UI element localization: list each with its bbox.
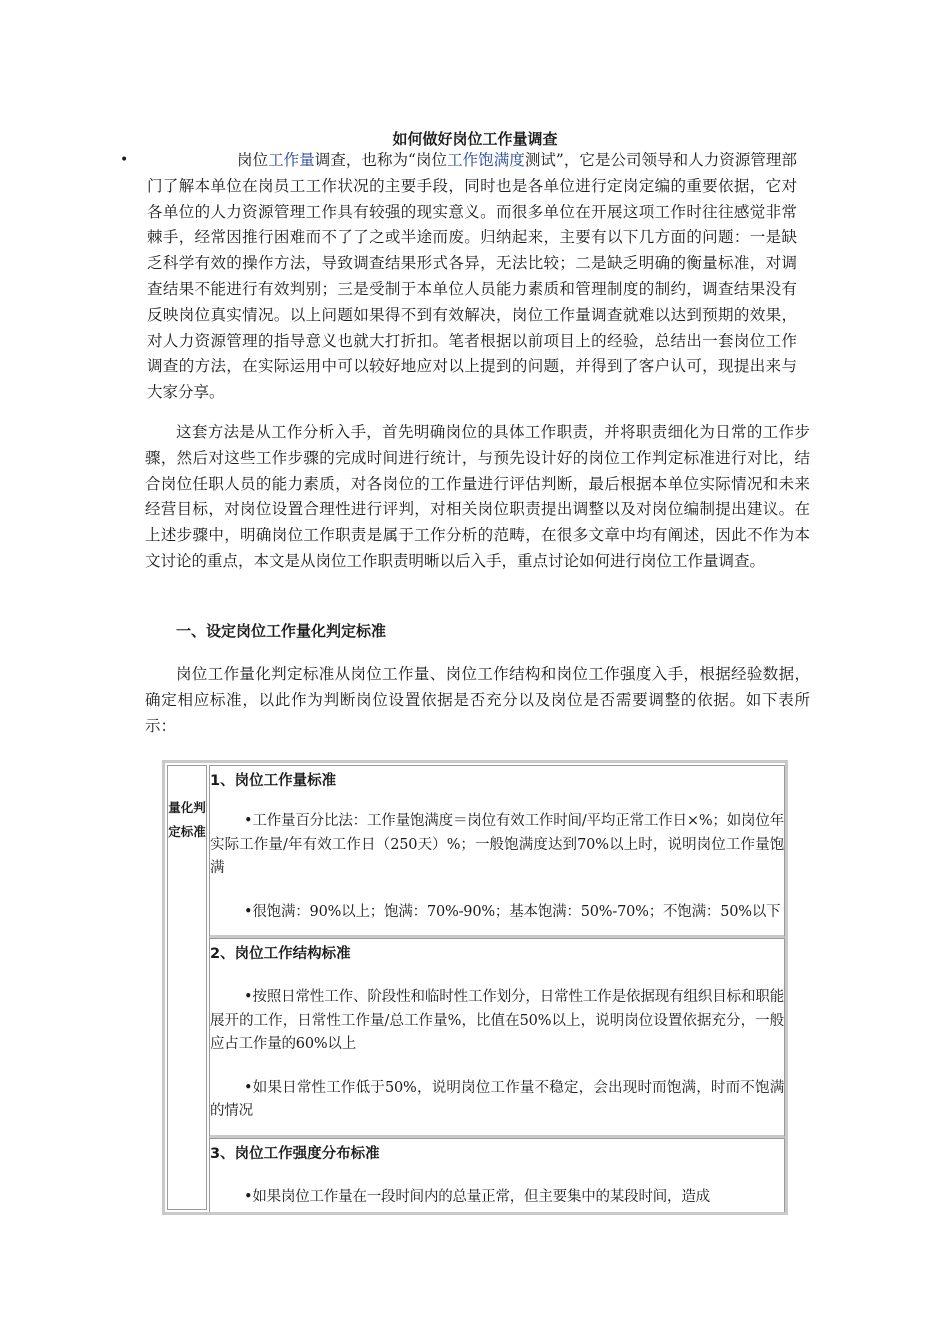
table-row-label: [167, 765, 207, 1210]
intro-text-1: 岗位: [237, 151, 269, 169]
cell-item: •很饱满：90%以上；饱满：70%-90%；基本饱满：50%-70%；不饱满：50%以下: [244, 903, 781, 920]
row-label-line-1: 量化判: [168, 800, 206, 815]
table-cell-intensity: [209, 1138, 785, 1215]
method-paragraph: 这套方法是从工作分析入手，首先明确岗位的具体工作职责，并将职责细化为日常的工作步骤，然后对这些工作步骤的完成时间进行统计，与预先设计好的岗位工作判定标准进行对比，结合岗位任职人员的能力素质，对各岗位的工作量进行评估判断，最后根据本单位实际情况和未来经营目标，对岗位设置合理性进行评判，对相关岗位职责提出调整以及对岗位编制提出建议。在上述步骤中，明确岗位工作职责是属于工作分析的范畴，在很多文章中均有阐述，因此不作为本文讨论的重点，本文是从岗位工作职责明晰以后入手，重点讨论如何进行岗位工作量调查。: [145, 423, 810, 570]
intro-text-3: 测试”，它是公司领导和人力资源管理部门了解本单位在岗员工工作状况的主要手段，同时也是各单位进行定岗定编的重要依据，它对各单位的人力资源管理工作具有较强的现实意义。而很多单位在开展这项工作时往往感觉非常棘手，经常因推行困难而不了了之或半途而废。归纳起来，主要有以下几方面的问题：一是缺乏科学有效的操作方法，导致调查结果形式各异，无法比较；二是缺乏明确的衡量标准，对调查结果不能进行有效判别；三是受制于本单位人员能力素质和管理制度的制约，调查结果没有反映岗位真实情况。以上问题如果得不到有效解决，岗位工作量调查就难以达到预期的效果，对人力资源管理的指导意义也就大打折扣。笔者根据以前项目上的经验，总结出一套岗位工作调查的方法，在实际运用中可以较好地应对以上提到的问题，并得到了客户认可，现提出来与大家分享。: [147, 151, 797, 402]
document-title: 如何做好岗位工作量调查: [392, 130, 558, 148]
row-label-line-2: 定标准: [168, 824, 206, 839]
cell-heading: 3、岗位工作强度分布标准: [210, 1146, 380, 1162]
cell-item: •按照日常性工作、阶段性和临时性工作划分，日常性工作是依据现有组织目标和职能展开的工作，日常性工作量/总工作量%，比值在50%以上，说明岗位设置依据充分，一般应占工作量的60%以上: [210, 989, 784, 1052]
cell-heading: 2、岗位工作结构标准: [210, 946, 351, 962]
table-cell-structure: [209, 938, 785, 1138]
table-cell-workload: [209, 765, 785, 938]
link-work-saturation[interactable]: 工作饱满度: [447, 151, 525, 169]
cell-item: •工作量百分比法：工作量饱满度＝岗位有效工作时间/平均正常工作日×%；如岗位年实际工作量/年有效工作日（250天）%；一般饱满度达到70%以上时，说明岗位工作量饱满: [210, 813, 784, 876]
section-heading: 一、设定岗位工作量化判定标准: [176, 622, 387, 640]
bullet-marker: •: [120, 152, 129, 168]
intro-text-2: 调查，也称为“岗位: [314, 151, 448, 169]
standard-paragraph: 岗位工作量化判定标准从岗位工作量、岗位工作结构和岗位工作强度入手，根据经验数据，确定相应标准，以此作为判断岗位设置依据是否充分以及岗位是否需要调整的依据。如下表所示：: [145, 665, 810, 735]
cell-heading: 1、岗位工作量标准: [210, 773, 337, 789]
cell-item: •如果岗位工作量在一段时间内的总量正常，但主要集中的某段时间，造成: [244, 1189, 710, 1205]
link-workload[interactable]: 工作量: [268, 151, 315, 169]
cell-item: •如果日常性工作低于50%，说明岗位工作量不稳定，会出现时而饱满，时而不饱满的情况: [210, 1079, 784, 1119]
intro-paragraph: [147, 148, 797, 406]
criteria-table: [162, 760, 788, 1215]
